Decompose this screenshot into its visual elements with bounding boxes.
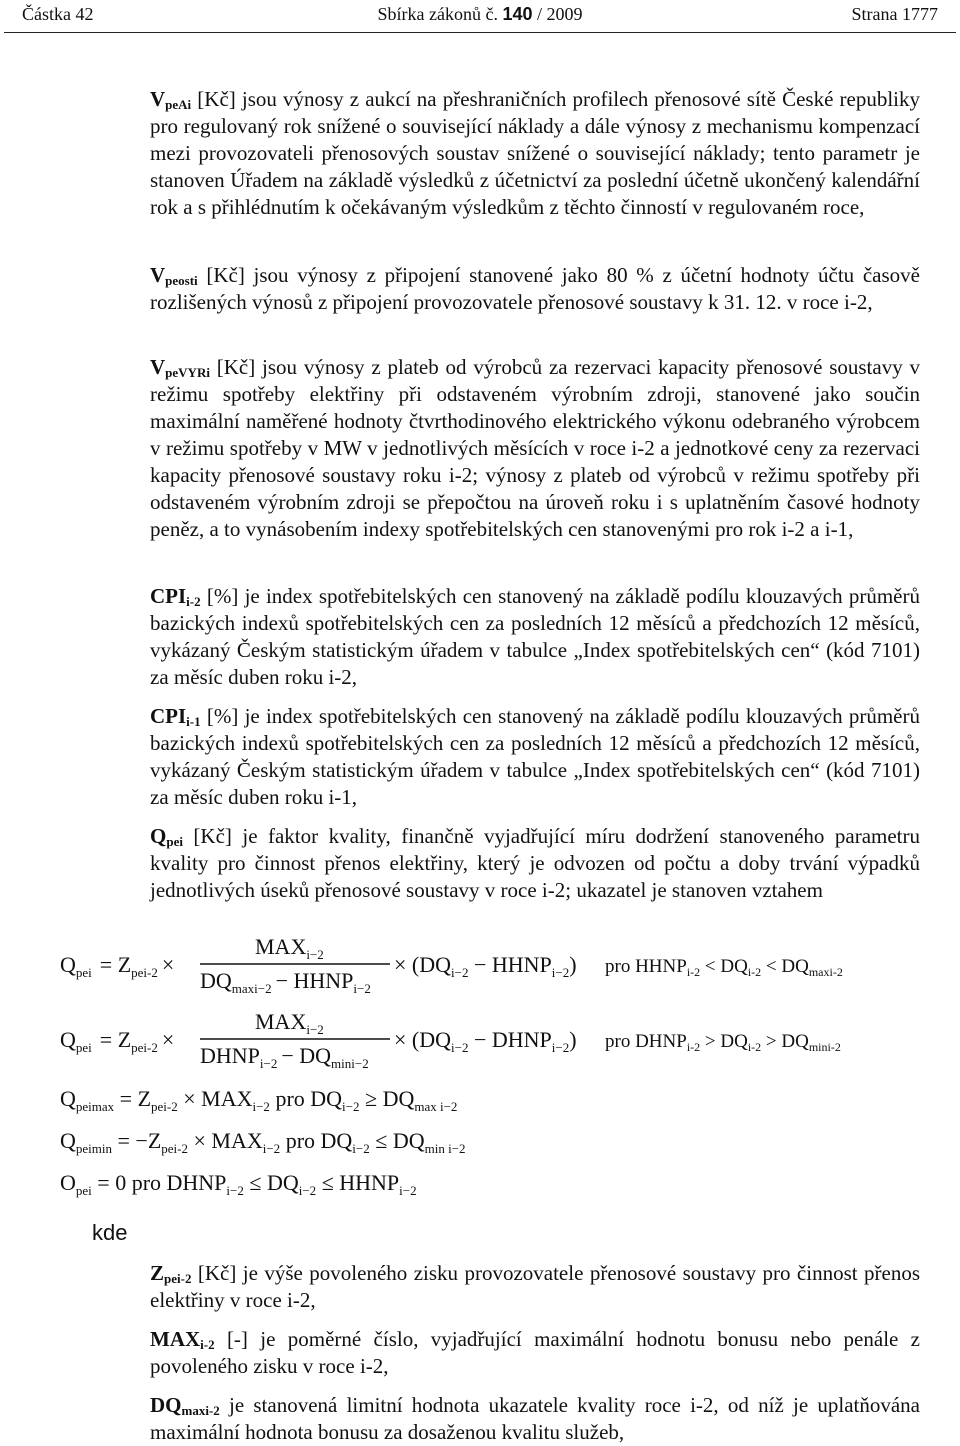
eq-tail-a-sub: i−2 <box>451 1040 469 1055</box>
equation-opei-zero <box>60 1166 660 1202</box>
symbol: CPI <box>150 704 187 728</box>
eq-tail-b-sub: i−2 <box>551 965 570 980</box>
collection-title <box>330 4 630 25</box>
definition-qpei <box>150 823 920 904</box>
law-number: 140 <box>502 4 533 24</box>
eq-denominator-b: − HHNP <box>275 968 354 993</box>
definition-vpevyri <box>150 354 920 543</box>
svg-text:DHNPi−2− DQmini−2 <box>200 1043 369 1071</box>
symbol-subscript: maxi-2 <box>181 1403 220 1418</box>
eq-condition: pro HHNP <box>605 956 687 977</box>
symbol-subscript: i-2 <box>200 1337 215 1352</box>
symbol-subscript: i-2 <box>186 594 201 609</box>
eq-condition-2: < DQ <box>700 956 748 977</box>
eq-condition-sub2: i-2 <box>747 965 762 979</box>
eq-numerator: MAX <box>255 934 307 959</box>
definition-text: je stanovená limitní hodnota ukazatele kvality roce i-2, od níž je uplatňována maximální hodnota bonusu za dosaženou kvalitu služeb, <box>150 1393 920 1444</box>
eq-numerator: MAX <box>255 1009 307 1034</box>
definition-cpi-i2 <box>150 583 920 691</box>
eq-condition-sub2: i-2 <box>747 1040 762 1054</box>
symbol-subscript: peVYRi <box>165 365 210 380</box>
eq-mid: = Z <box>99 1027 132 1052</box>
eq-denominator-a-sub: maxi−2 <box>231 981 272 996</box>
eq-denominator-a: DQ <box>200 968 232 993</box>
definition-text: [Kč] je výše povoleného zisku provozovatele přenosové soustavy pro činnost přenos elektřiny v roce i-2, <box>150 1261 920 1312</box>
eq-denominator-a: DHNP <box>200 1043 260 1068</box>
page-header <box>0 0 960 34</box>
equation-qpeimax <box>60 1082 660 1118</box>
eq-tail-a: × (DQ <box>394 1027 452 1052</box>
symbol: CPI <box>150 584 187 608</box>
equation-qpei-bonus <box>60 930 920 1002</box>
eq-lhs-sub: pei <box>75 1040 92 1055</box>
collection-prefix: Sbírka zákonů č. <box>377 4 498 24</box>
definition-text: [%] je index spotřebitelských cen stanovený na základě podílu klouzavých průměrů bazických indexů spotřebitelských cen za posledních 12 měsíců a předchozích 12 měsíců, vykázaný Českým statistickým úřadem v tabulce „Index spotřebitelských cen“ (kód 7101) za měsíc duben roku i-2, <box>150 584 920 689</box>
eq-lhs: Q <box>60 1027 76 1052</box>
issue-number: Částka 42 <box>22 4 94 24</box>
eq-condition-sub1: i-2 <box>686 965 701 979</box>
eq-numerator-sub: i−2 <box>306 947 324 962</box>
equation-qpei-penalty <box>60 1005 920 1077</box>
symbol-subscript: i-1 <box>186 714 201 729</box>
where-label: kde <box>92 1220 128 1245</box>
symbol-subscript: peosti <box>165 273 198 288</box>
symbol: V <box>150 355 166 379</box>
definition-dqmax <box>150 1392 920 1446</box>
svg-text:× (DQi−2 − HHNPi−2) <box>394 952 577 980</box>
svg-text:MAXi−2 <box>255 1009 324 1037</box>
eq-condition: pro DHNP <box>605 1031 687 1052</box>
eq-condition-2: > DQ <box>700 1031 748 1052</box>
header-rule <box>4 32 956 33</box>
page-number: Strana 1777 <box>851 4 938 24</box>
eq-tail-b-sub: i−2 <box>551 1040 570 1055</box>
symbol: V <box>150 263 166 287</box>
eq-condition-3: > DQ <box>761 1031 809 1052</box>
eq-denominator-b: − DQ <box>281 1043 332 1068</box>
definition-max <box>150 1326 920 1380</box>
definition-text: [Kč] jsou výnosy z aukcí na přeshraničních profilech přenosové sítě České republiky pro regulovaný rok snížené o související náklady a dále výnosy z mechanismu kompenzací mezi provozovateli přenosových soustav snížené o související náklady; tento parametr je stanoven Úřadem na základě výsledků z účetnictví za poslední účetně ukončený kalendářní rok a s přihlédnutím k očekávaným výsledkům z těchto činností v regulovaném roce, <box>150 87 920 219</box>
eq-denominator-b-sub: mini−2 <box>331 1056 369 1071</box>
definition-zpei <box>150 1260 920 1314</box>
symbol: V <box>150 87 166 111</box>
svg-text:pro DHNPi-2 > DQi-2 > DQmini <box>605 1031 841 1054</box>
definition-text: [%] je index spotřebitelských cen stanovený na základě podílu klouzavých průměrů bazických indexů spotřebitelských cen za posledních 12 měsíců a předchozích 12 měsíců, vykázaný Českým statistickým úřadem v tabulce „Index spotřebitelských cen“ (kód 7101) za měsíc duben roku i-1, <box>150 704 920 809</box>
eq-lhs: Q <box>60 952 76 977</box>
eq-condition-3: < DQ <box>761 956 809 977</box>
eq-mid-sub: pei-2 <box>131 965 158 980</box>
definition-text: [Kč] jsou výnosy z plateb od výrobců za rezervaci kapacity přenosové soustavy v režimu spotřeby elektřiny při odstaveném výrobním zdroji, stanovené jako součin maximální naměřené hodnoty čtvrthodinového elektrického výkonu odebraného výrobcem v režimu spotřeby v MW v jednotlivých měsících v roce i-2 a jednotkové ceny za rezervaci kapacity přenosové soustavy roku i-2; výnosy z plateb od výrobců v režimu spotřeby při odstaveném výrobním zdroji se přepočtou na úroveň roku i s uplatněním časové hodnoty peněz, a to vynásobením indexy spotřebitelských cen stanovenými pro rok i-2 a i-1, <box>150 355 920 541</box>
definition-text: [Kč] jsou výnosy z připojení stanovené jako 80 % z účetní hodnoty účtu časově rozlišených výnosů z připojení provozovatele přenosové soustavy k 31. 12. v roce i-2, <box>150 263 920 314</box>
svg-text:Qpei= Zpei-2×: $Q_{pei} = Z_{pei-2}$ × <box>60 1027 175 1055</box>
symbol: Z <box>150 1261 165 1285</box>
eq-mid: = Z <box>99 952 132 977</box>
svg-text:pro HHNPi-2 < DQi-2 < DQmaxi <box>605 956 843 979</box>
eq-tail-b: − DHNP <box>468 1027 552 1052</box>
definition-cpi-i1 <box>150 703 920 811</box>
svg-text:Qpei= Zpei-2×: $Q_{pei} = Z_{pei-2}$ × <box>60 952 175 980</box>
symbol-subscript: pei-2 <box>164 1271 192 1286</box>
eq-tail-c: ) <box>569 1027 577 1052</box>
svg-text:Qpeimin = −Zpei-2 × MAXi−2 pr: $Q_{peimin} = -Z_{pei-2} \times MAX_{i-2}$ pro $DQ_{i-2} \le DQ_{min i-2}$ <box>60 1128 466 1156</box>
eq-tail-c: ) <box>569 952 577 977</box>
equation-qpeimin <box>60 1124 660 1160</box>
symbol: Q <box>150 824 167 848</box>
eq-condition-sub3: maxi-2 <box>808 965 843 979</box>
definition-text: [-] je poměrné číslo, vyjadřující maximální hodnotu bonusu nebo penále z povoleného zisku v roce i-2, <box>150 1327 920 1378</box>
eq-condition-sub1: i-2 <box>686 1040 701 1054</box>
eq-tail-a: × (DQ <box>394 952 452 977</box>
svg-text:MAXi−2 <box>255 934 324 962</box>
eq-denominator-a-sub: i−2 <box>259 1056 278 1071</box>
definition-vpeai <box>150 86 920 221</box>
eq-numerator-sub: i−2 <box>306 1022 324 1037</box>
svg-text:Qpeimax = Zpei-2 × MAXi−2 pro: $Q_{peimax} = Z_{pei-2} \times MAX_{i-2}$ pro $DQ_{i-2} \ge DQ_{max i-2}$ <box>60 1086 458 1114</box>
eq-mid-sub: pei-2 <box>131 1040 158 1055</box>
definition-vpeosti <box>150 262 920 316</box>
eq-lhs-sub: pei <box>75 965 92 980</box>
svg-text:DQmaxi−2− HHNPi−2 <box>200 968 371 996</box>
svg-text:× (DQi−2 − DHNPi−2) <box>394 1027 577 1055</box>
eq-denominator-b-sub: i−2 <box>353 981 371 996</box>
eq-tail-b: − HHNP <box>468 952 552 977</box>
collection-year: / 2009 <box>537 4 583 24</box>
svg-text:Opei = 0 pro DHNPi−2 ≤ DQi−2: $O_{pei} = 0$ pro $DHNP_{i-2} \le DQ_{i-2}$ ≤ $HHNP_{i-2}$ <box>60 1170 417 1198</box>
definition-text: [Kč] je faktor kvality, finančně vyjadřující míru dodržení stanoveného parametru kvality pro činnost přenos elektřiny, který je odvozen od počtu a doby trvání výpadků jednotlivých úseků přenosové soustavy v roce i-2; ukazatel je stanoven vztahem <box>150 824 920 902</box>
eq-tail-a-sub: i−2 <box>451 965 469 980</box>
symbol-subscript: pei <box>166 834 183 849</box>
symbol-subscript: peAi <box>165 97 192 112</box>
eq-condition-sub3: mini-2 <box>808 1040 841 1054</box>
symbol: MAX <box>150 1327 201 1351</box>
symbol: DQ <box>150 1393 182 1417</box>
